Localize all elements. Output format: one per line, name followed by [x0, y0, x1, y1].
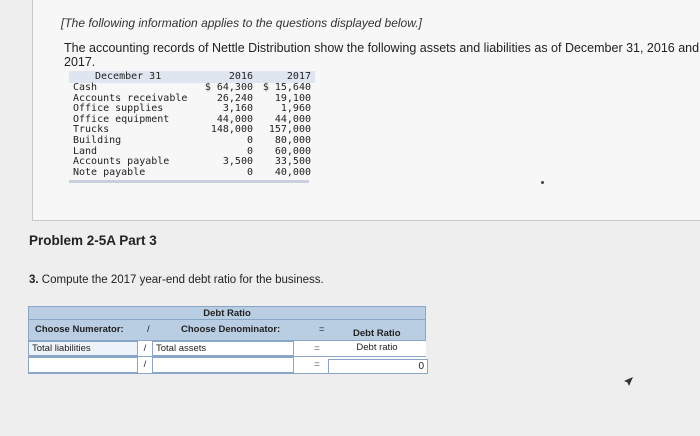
ledger-row-label: Land [73, 145, 98, 157]
slash-glyph: / [143, 343, 147, 354]
ledger-row [69, 136, 315, 147]
row2-equals-symbol: = [314, 359, 320, 370]
row2-divide-symbol [138, 359, 152, 370]
ledger-row [69, 83, 315, 94]
question-body: Compute the 2017 year-end debt ratio for the business. [41, 274, 324, 286]
ledger-header-label: December 31 [95, 70, 162, 82]
ledger-row-2016: 0 [246, 145, 253, 157]
ledger-row-2016: 0 [246, 166, 253, 178]
ledger-header-2016: 2016 [228, 70, 253, 82]
records-description: The accounting records of Nettle Distribution show the following assets and liabilities as of December 31, 2016 and 2017. [64, 41, 700, 69]
intro-note: [The following information applies to the questions displayed below.] [61, 16, 422, 30]
divide-symbol: / [147, 324, 150, 335]
slash-glyph-2: / [143, 359, 147, 370]
denominator-header: Choose Denominator: [181, 324, 281, 335]
ledger-row-2016: $ 64,300 [204, 82, 253, 93]
ledger-row-label: Office equipment [73, 113, 170, 125]
denominator-amount-input[interactable] [152, 357, 294, 373]
ledger-row-2017: 19,100 [274, 92, 311, 104]
numerator-header: Choose Numerator: [35, 324, 124, 335]
question-number: 3. [29, 274, 39, 286]
ledger-bottom-rule [69, 180, 309, 183]
equals-symbol: = [319, 324, 325, 335]
ledger-row-2016: 44,000 [216, 113, 253, 125]
ledger-row-2017: $ 15,640 [262, 82, 311, 93]
ledger-row-2016: 26,240 [216, 92, 253, 104]
ledger-row-2017: 157,000 [268, 124, 311, 136]
ledger-row-2017: 80,000 [274, 134, 311, 146]
ledger-row-2017: 1,960 [280, 103, 311, 115]
ledger-row-2017: 60,000 [274, 145, 311, 157]
debt-ratio-title: Debt Ratio [28, 306, 426, 320]
ledger-row-label: Cash [73, 82, 98, 93]
result-header: Debt Ratio [353, 328, 401, 339]
ledger-row-2016: 3,500 [222, 156, 253, 168]
ledger-row-label: Office supplies [73, 103, 164, 115]
ledger-row-2017: 40,000 [274, 166, 311, 178]
ledger-row-label: Building [73, 134, 122, 146]
problem-title: Problem 2-5A Part 3 [29, 233, 157, 248]
ledger-row-2016: 0 [246, 134, 253, 146]
cursor-dot [541, 181, 544, 184]
row1-equals-symbol: = [314, 343, 320, 354]
ledger-row-2017: 33,500 [274, 156, 311, 168]
ledger-row-label: Accounts receivable [73, 92, 188, 104]
ratio-row-labels [28, 341, 426, 357]
ledger-header-2017: 2017 [286, 70, 311, 82]
ledger-row-2016: 148,000 [210, 124, 253, 136]
ledger-row [69, 168, 315, 179]
ledger-row-label: Accounts payable [73, 156, 170, 168]
table-left-border [28, 320, 29, 374]
question-text [29, 274, 324, 286]
row1-divide-symbol [138, 343, 152, 354]
result-label: Debt ratio [356, 342, 398, 353]
numerator-select[interactable]: Total liabilities [28, 341, 138, 356]
ledger-row-2016: 3,160 [222, 103, 253, 115]
ledger-row-2017: 44,000 [274, 113, 311, 125]
ledger-row-label: Note payable [73, 166, 146, 178]
denominator-select[interactable]: Total assets [152, 341, 294, 356]
ledger-row-label: Trucks [73, 124, 110, 136]
mouse-pointer-icon [621, 375, 635, 389]
debt-ratio-answer-input[interactable]: 0 [328, 359, 428, 374]
numerator-amount-input[interactable] [28, 357, 138, 373]
ledger-table [69, 71, 315, 183]
debt-ratio-header-row [28, 320, 426, 341]
